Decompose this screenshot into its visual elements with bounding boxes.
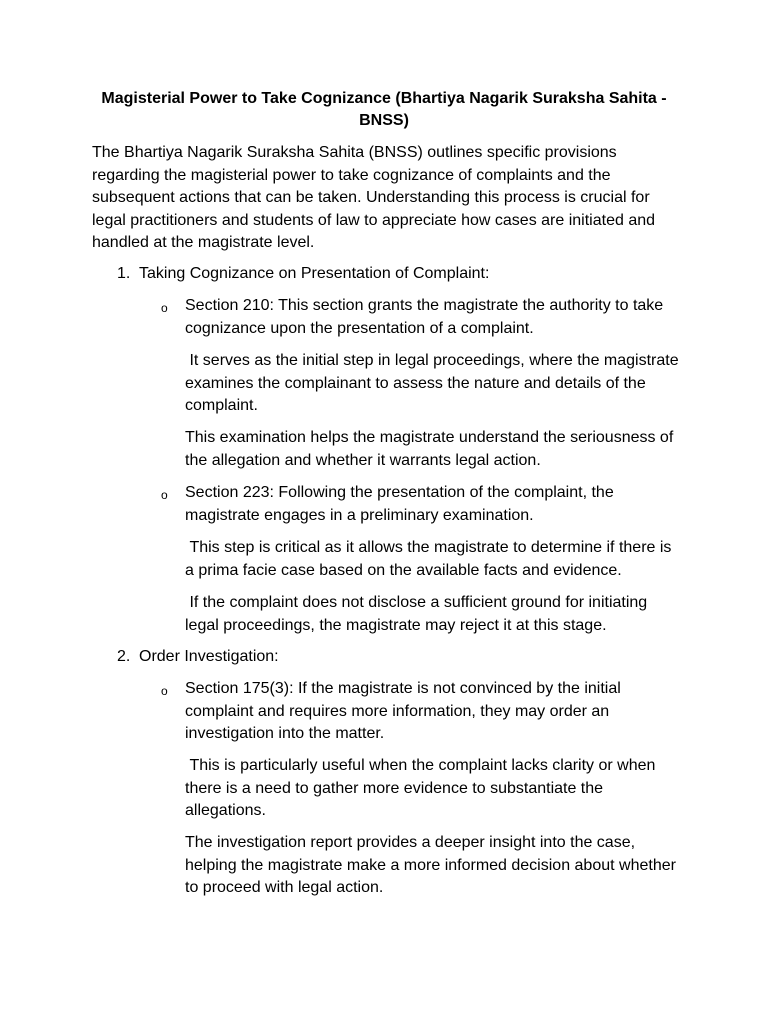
- bullet-icon: o: [161, 684, 168, 698]
- section-1-bullet-2-para-3: If the complaint does not disclose a sufficient ground for initiating legal proceedings, the magistrate may reject it at this stage.: [185, 594, 652, 634]
- bullet-icon: o: [161, 488, 168, 502]
- section-1-heading-text: Taking Cognizance on Presentation of Complaint:: [139, 265, 490, 282]
- section-1-number: 1.: [117, 265, 131, 282]
- bullet-icon: o: [161, 301, 168, 315]
- section-1-heading: [117, 263, 489, 285]
- document-title: Magisterial Power to Take Cognizance (Bhartiya Nagarik Suraksha Sahita - BNSS): [101, 90, 667, 129]
- section-2-number: 2.: [117, 648, 131, 665]
- section-1-bullet-2-para-1: Section 223: Following the presentation of the complaint, the magistrate engages in a preliminary examination.: [185, 484, 614, 524]
- section-2-bullet-1-para-1: Section 175(3): If the magistrate is not convinced by the initial complaint and requires more information, they may order an investigation into the matter.: [185, 680, 621, 743]
- section-1-bullet-1-para-1: Section 210: This section grants the magistrate the authority to take cognizance upon the presentation of a complaint.: [185, 297, 664, 337]
- section-2-heading: [117, 646, 279, 668]
- section-2-bullet-1-para-3: The investigation report provides a deeper insight into the case, helping the magistrate make a more informed decision about whether to proceed with legal action.: [185, 834, 676, 897]
- section-2-heading-text: Order Investigation:: [139, 648, 279, 665]
- section-1-bullet-1-para-3: This examination helps the magistrate understand the seriousness of the allegation and whether it warrants legal action.: [185, 429, 674, 469]
- section-1-bullet-1-para-2: It serves as the initial step in legal proceedings, where the magistrate examines the complainant to assess the nature and details of the complaint.: [185, 352, 684, 415]
- section-2-bullet-1-para-2: This is particularly useful when the complaint lacks clarity or when there is a need to gather more evidence to substantiate the allegations.: [185, 757, 660, 820]
- section-1-bullet-2-para-2: This step is critical as it allows the magistrate to determine if there is a prima facie case based on the available facts and evidence.: [185, 539, 676, 579]
- intro-paragraph: The Bhartiya Nagarik Suraksha Sahita (BNSS) outlines specific provisions regarding the magisterial power to take cognizance of complaints and the subsequent actions that can be taken. Understanding this process is crucial for legal practitioners and students of law to appreciate how cases are initiated and handled at the magistrate level.: [92, 144, 656, 252]
